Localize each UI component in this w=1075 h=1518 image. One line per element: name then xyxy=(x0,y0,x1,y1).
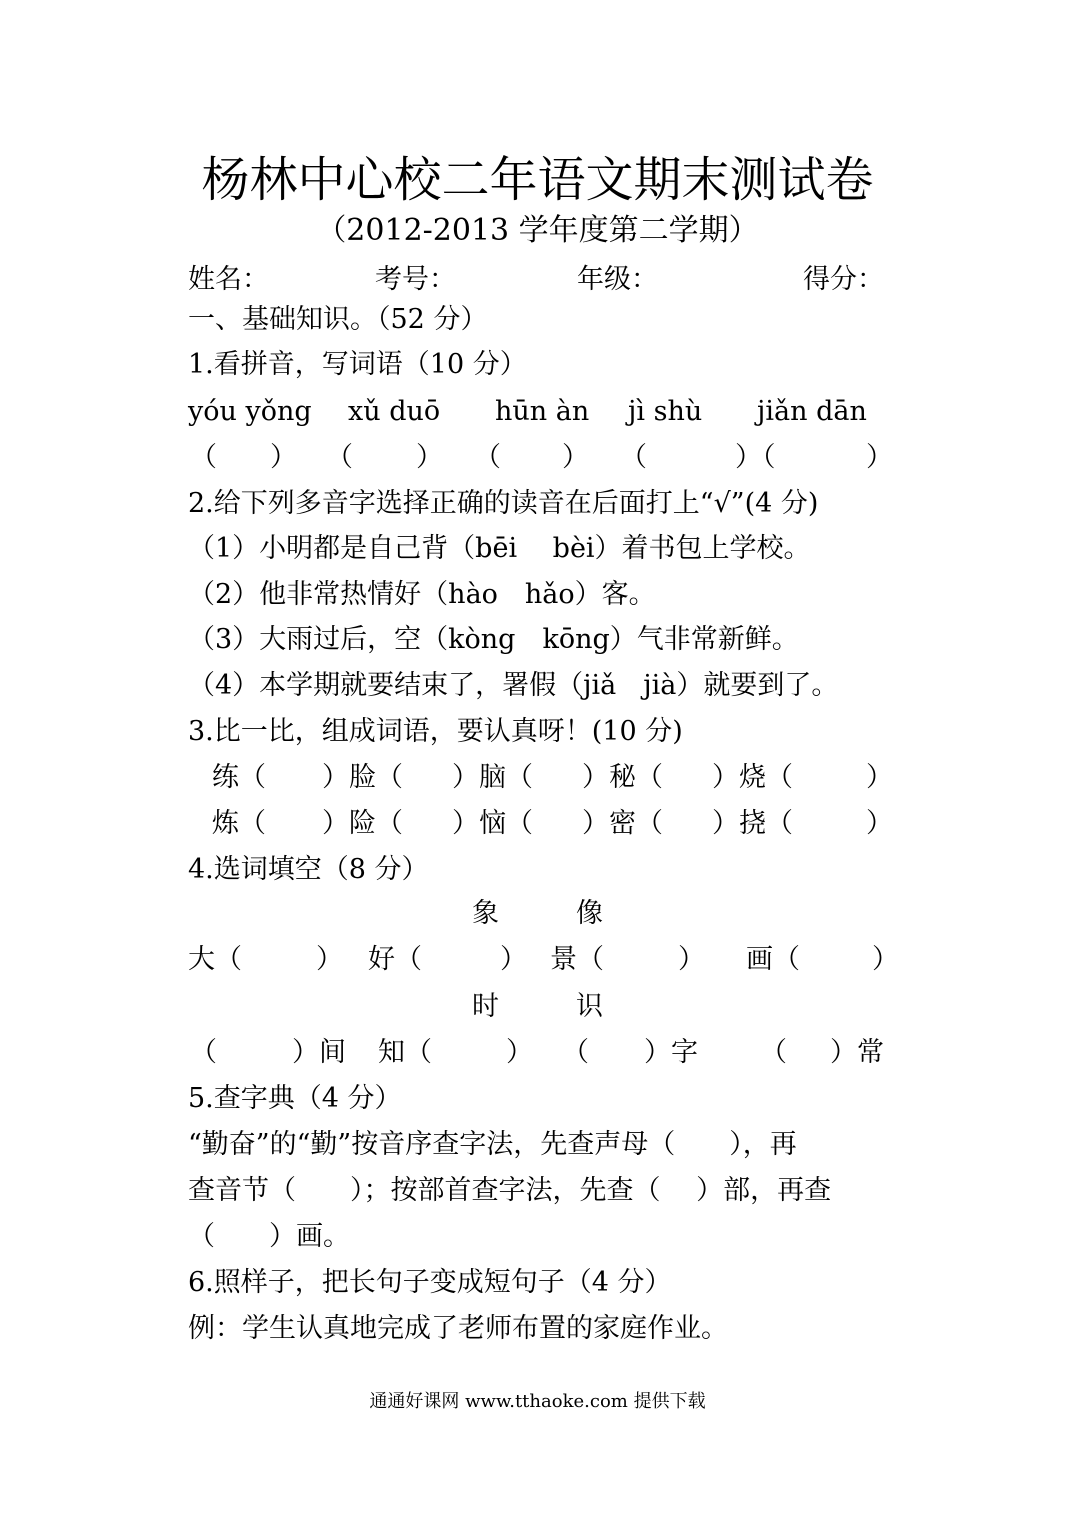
compare-cell: 练（ xyxy=(212,762,266,793)
answer-blank[interactable]: （ xyxy=(620,442,647,473)
fill-cell: 好（ xyxy=(368,944,422,975)
question-4-heading: 4.选词填空（8 分） xyxy=(188,854,429,885)
answer-blank[interactable]: ） xyxy=(270,442,297,473)
exam-title: 杨林中心校二年语文期末测试卷 xyxy=(201,152,874,208)
question-5-line: “勤奋”的“勤”按音序查字法，先查声母（ ），再 xyxy=(188,1129,797,1160)
score-label: 得分： xyxy=(803,264,884,295)
question-2-item: （1）小明都是自己背（bēi bèi）着书包上学校。 xyxy=(188,533,811,564)
question-2-item: （4）本学期就要结束了，署假（jiǎ jià）就要到了。 xyxy=(188,670,839,701)
question-6-example: 例：学生认真地完成了老师布置的家庭作业。 xyxy=(188,1313,728,1344)
compare-cell: ）险（ xyxy=(322,808,403,839)
pinyin-item: xǔ duō xyxy=(348,396,441,427)
name-label: 姓名： xyxy=(188,264,269,295)
fill-cell: ）字 xyxy=(644,1037,698,1068)
pinyin-item: hūn àn xyxy=(495,396,590,427)
answer-blank[interactable]: （ xyxy=(474,442,501,473)
answer-blank[interactable]: ）（ xyxy=(735,442,776,473)
question-2-heading: 2.给下列多音字选择正确的读音在后面打上“√”(4 分) xyxy=(188,488,819,519)
choice-word: 象 xyxy=(472,898,499,929)
question-3-heading: 3.比一比，组成词语，要认真呀！(10 分) xyxy=(188,716,683,747)
choice-word: 识 xyxy=(576,991,603,1022)
compare-cell: ）脑（ xyxy=(452,762,533,793)
answer-blank[interactable]: （ xyxy=(326,442,353,473)
footer-credit: 通通好课网 www.tthaoke.com 提供下载 xyxy=(369,1391,706,1412)
fill-cell: ） xyxy=(506,1037,533,1068)
compare-cell: ）密（ xyxy=(582,808,663,839)
fill-cell: 大（ xyxy=(188,944,242,975)
compare-cell: ） xyxy=(866,808,893,839)
fill-cell: ）常 xyxy=(830,1037,884,1068)
fill-cell: ） xyxy=(678,944,705,975)
answer-blank[interactable]: ） xyxy=(866,442,893,473)
compare-cell: ）秘（ xyxy=(582,762,663,793)
question-1-heading: 1.看拼音，写词语（10 分） xyxy=(188,349,527,380)
answer-blank[interactable]: ） xyxy=(562,442,589,473)
choice-word: 时 xyxy=(472,991,499,1022)
fill-cell: （ xyxy=(562,1037,589,1068)
pinyin-item: jiǎn dān xyxy=(757,396,867,427)
exam-subtitle: （2012-2013 学年度第二学期） xyxy=(316,213,759,248)
fill-cell: ）间 xyxy=(292,1037,346,1068)
section-heading: 一、基础知识。（52 分） xyxy=(188,304,488,335)
grade-label: 年级： xyxy=(577,264,658,295)
question-5-heading: 5.查字典（4 分） xyxy=(188,1083,402,1114)
fill-cell: （ xyxy=(190,1037,217,1068)
compare-cell: ） xyxy=(866,762,893,793)
compare-cell: ）脸（ xyxy=(322,762,403,793)
fill-cell: 景（ xyxy=(550,944,604,975)
question-6-heading: 6.照样子，把长句子变成短句子（4 分） xyxy=(188,1267,672,1298)
compare-cell: ）烧（ xyxy=(712,762,793,793)
pinyin-item: yóu yǒng xyxy=(188,396,312,427)
fill-cell: （ xyxy=(760,1037,787,1068)
answer-blank[interactable]: （ xyxy=(190,442,217,473)
compare-cell: ）恼（ xyxy=(452,808,533,839)
question-5-line: 查音节（ ）；按部首查字法，先查（ ）部，再查 xyxy=(188,1175,832,1206)
question-5-line: （ ）画。 xyxy=(188,1221,350,1252)
fill-cell: ） xyxy=(872,944,899,975)
exam-number-label: 考号： xyxy=(375,264,456,295)
fill-cell: 知（ xyxy=(378,1037,432,1068)
compare-cell: 炼（ xyxy=(212,808,266,839)
answer-blank[interactable]: ） xyxy=(416,442,443,473)
choice-word: 像 xyxy=(576,898,603,929)
compare-cell: ）挠（ xyxy=(712,808,793,839)
fill-cell: ） xyxy=(500,944,527,975)
question-2-item: （3）大雨过后，空（kòng kōng）气非常新鲜。 xyxy=(188,624,799,655)
fill-cell: ） xyxy=(316,944,343,975)
question-2-item: （2）他非常热情好（hào hǎo）客。 xyxy=(188,579,656,610)
fill-cell: 画（ xyxy=(746,944,800,975)
pinyin-item: jì shù xyxy=(628,396,703,427)
